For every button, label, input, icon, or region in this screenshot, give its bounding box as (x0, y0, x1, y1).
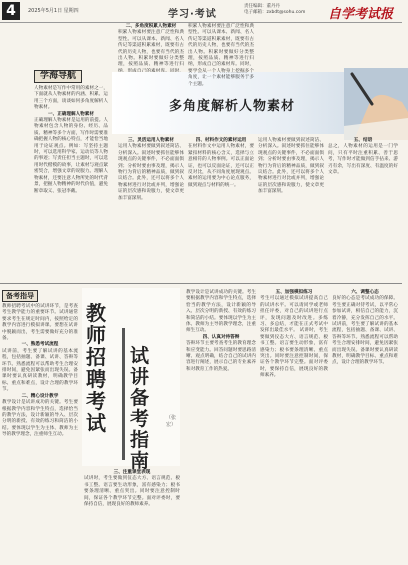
guide-text-3: 试讲时，考生要做到仪态大方、语言规范、板书工整。语言要生动形象，富有感染力；板书要条理清晰、重点突出。同时要注意控制时间，保证各个教学环节完整。面对评委时，要保持自信，展现良好的教师素养。 (84, 476, 180, 508)
editor-email: 电子邮箱：zxbdt@sohu.com (244, 10, 306, 15)
section-title: 学习·考试 (168, 9, 217, 20)
page-number: 4 (2, 2, 20, 20)
article-column-4 (258, 138, 324, 278)
page-header (0, 0, 402, 23)
guide-heading-3: 三、注重课堂表现 (113, 470, 151, 475)
guide-title-a: 教师招聘考试 (86, 301, 106, 435)
issue-date: 2025年5月1日 星期四 (28, 8, 79, 14)
guide-column-5 (332, 290, 398, 562)
section-heading-4: 四、材料作文的素材运用 (195, 138, 247, 143)
guide-title-block (82, 288, 180, 472)
section-heading-2: 二、多角度积累人物素材 (125, 24, 177, 29)
section-divider (0, 283, 402, 284)
guide-column-4 (260, 290, 328, 562)
guide-heading-2: 二、精心设计教学 (21, 393, 59, 399)
guide-text-2: 教学设计是试讲成功的关键。考生要根据教学内容和学生特点，选择恰当的教学方法，设计新颖的导入、层次分明的新授、有效的练习和简洁的小结。要体现以学生为主体、教师为主导的教学理念，注重师生互动。 (2, 400, 78, 438)
article-column-2-bottom (118, 138, 184, 278)
editor-info (244, 4, 305, 16)
title-bar (122, 328, 125, 460)
article-column-2-top (118, 24, 184, 72)
guide-text-1: 试讲前，考生要了解试讲的基本流程，包括抽题、备课、试讲、答辩等环节。熟悉流程可以帮助考生合理安排时间，避免因紧张而出现失误。备课时要认真研读教材，明确教学目标、重点和难点，设计合理的教学环节。 (2, 348, 78, 393)
guide-text-4: 答辩环节主要考查考生的教育理念和应变能力。回答问题时要思路清晰、观点明确，结合自己的试讲内容进行阐述，展示自己的专业素养和对教育工作的热爱。 (186, 341, 256, 372)
article-column-3 (188, 138, 254, 278)
guide-heading-5: 五、加强模拟练习 (275, 290, 313, 295)
guide-text-3b: 教学设计是试讲成功的关键。考生要根据教学内容和学生特点，选择恰当的教学方法，设计新颖的导入、层次分明的新授、有效的练习和简洁的小结。要体现以学生为主体、教师为主导的教学理念，注重师生互动。 (186, 290, 256, 334)
guide-text-6b: 试讲前，考生要了解试讲的基本流程，包括抽题、备课、试讲、答辩等环节。熟悉流程可以帮助考生合理安排时间，避免因紧张而出现失误。备课时要认真研读教材，明确教学目标、重点和难点，设计合理的教学环节。 (332, 322, 398, 366)
article-column-3-top (188, 24, 254, 87)
section-heading-5: 五、结语 (353, 138, 373, 143)
guide-heading-6: 六、调整心态 (351, 290, 379, 295)
section-heading-3: 三、灵活运用人物素材 (128, 138, 174, 143)
article-column-1 (34, 86, 108, 278)
section-text-2: 积累人物素材要注意广泛性和典型性。可以从课本、新闻、名人传记等渠道积累素材，既要有古代的历史人物，也要有当代的杰出人物。积累时要做好分类整理，按照品质、精神等进行归 (118, 30, 184, 68)
section-text-4: 在材料作文中运用人物素材，要紧扣材料的核心含义，选择与立意相符的人物事例。可以正面论证，也可以反面论证，还可以正反对比，从不同角度展现观点。素材的运用要为中心论点服务，做到观点与材料的统一。 (188, 144, 254, 188)
section-text-5: 总之，人物素材的运用是一门学问，只有平时注重积累、善于思考，写作时才能做到信手拈来、游刃有余，写出有深度、有温度的好文章。 (328, 144, 398, 176)
guide-intro: 教师招聘考试中的试讲环节，是考查考生教学能力的重要环节。试讲通常要求考生在规定时间内，按照给定的教学内容进行模拟讲课。要想在试讲中脱颖而出，考生需要做好充分的准备。 (2, 304, 78, 342)
guide-heading-4: 四、认真对待答辩 (202, 334, 240, 340)
guide-column-2 (84, 470, 180, 562)
article-intro: 人物素材是写作中常用的素材之一，下面就从人物素材的内涵、积累、运用三个方面，谈谈如何多角度解析人物素材。 (34, 86, 108, 111)
newspaper-masthead: 自学考试报 (328, 7, 394, 22)
column-label-top: 学海导航 (34, 70, 82, 83)
section-heading-1: 一、正确理解人物素材 (48, 111, 94, 117)
section-text-4c: 运用人物素材要做到叙述简洁、分析深入。叙述时要抓住能够体现观点的关键事件，不必面面俱到；分析时要由事及理，揭示人物行为背后的精神品质，做到叙议结合。此外，还可以将多个人物素材进行对比或并列，增强论证的层次感和说服力，使文章更加丰富深刻。 (258, 138, 324, 195)
guide-column-1 (2, 304, 78, 562)
section-text-1: 正确理解人物素材是运用的前提。人物素材包含人物的身份、经历、品质、精神等多个方面，写作时需要准确把握人物的核心特点，才能恰当地用于论证观点。例如：写坚持主题时，可以选用科学家、运动员等人物的事迹；写责任担当主题时，可以选用时代楷模的故事，让素材与观点紧密契合，增强文章的说服力。理解人物素材，还要注意人物所处的时代背景，把握人物精神的时代价值，避免断章取义、张冠李戴。 (34, 118, 108, 194)
guide-author: （张宏） (166, 415, 177, 428)
guide-title-b: 试讲备考指南 (130, 345, 150, 472)
guide-column-3 (186, 290, 256, 562)
section-text-4b: 积累人物素材要注意广泛性和典型性。可以从课本、新闻、名人传记等渠道积累素材，既要有古代的历史人物，也要有当代的杰出人物。积累时要做好分类整理，按照品质、精神等进行归纳，形成自己的素材库。同时，要学会从一个人物身上挖掘多个角度，让一个素材能够服务于多个主题。 (188, 24, 254, 87)
column-label-bottom: 备考指导 (2, 290, 38, 302)
guide-text-6: 良好的心态是考试成功的保障。考生要正确对待考试，以平常心参加试讲，相信自己的能力，沉着冷静，充分发挥自己的水平。 (332, 296, 398, 321)
writing-hand-icon (344, 68, 408, 140)
article-title: 多角度解析人物素材 (169, 99, 296, 114)
article-column-5 (328, 138, 398, 278)
article-banner (112, 72, 402, 134)
editor-name: 责任编辑：董丹丹 (244, 4, 280, 9)
guide-text-5: 考生可以通过模拟试讲提高自己的试讲水平。可以请同学或老师担任评委，对自己的试讲进行点评，发现问题及时改进。多练习、多总结，才能在正式考试中发挥出最佳水平。 (260, 296, 328, 334)
guide-text-5b: 试讲时，考生要做到仪态大方、语言规范、板书工整。语言要生动形象，富有感染力；板书要条理清晰、重点突出。同时要注意控制时间，保证各个教学环节完整。面对评委时，要保持自信，展现良好的教师素养。 (260, 328, 328, 379)
section-text-3: 运用人物素材要做到叙述简洁、分析深入。叙述时要抓住能够体现观点的关键事件，不必面面俱到；分析时要由事及理，揭示人物行为背后的精神品质，做到叙议结合。此外，还可以将多个人物素材进行对比或并列，增强论证的层次感和说服力，使文章更加丰富深刻。 (118, 144, 184, 201)
guide-heading-1: 一、熟悉考试流程 (21, 342, 59, 348)
